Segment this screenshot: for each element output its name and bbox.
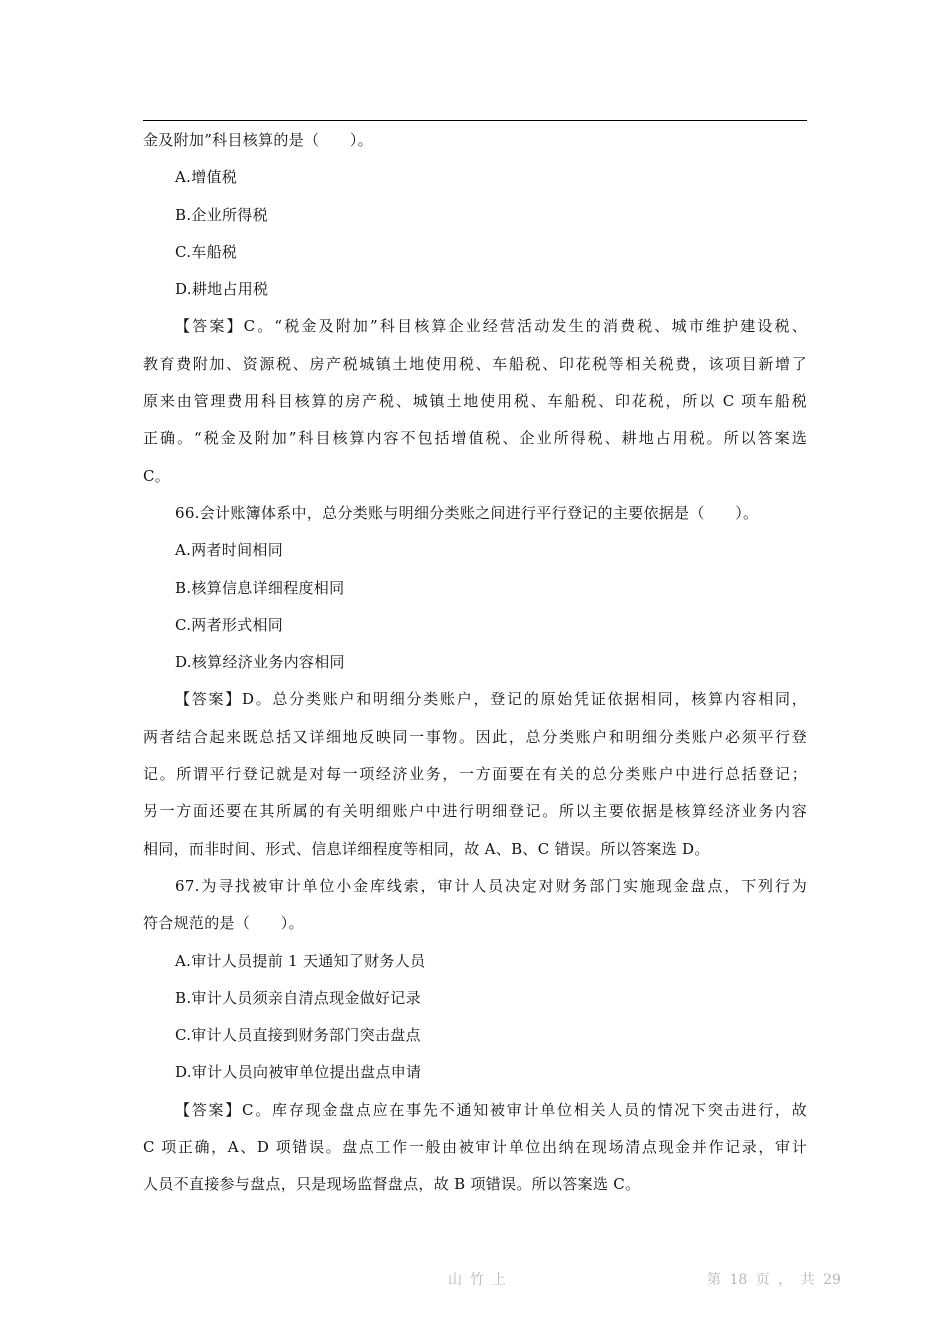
- text-line: B.审计人员须亲自清点现金做好记录: [175, 988, 421, 1007]
- text-line: C.两者形式相同: [175, 615, 284, 634]
- text-line: A.两者时间相同: [175, 541, 284, 560]
- paragraph-line: 另一方面还要在其所属的有关明细账户中进行明细登记。所以主要依据是核算经济业务内容: [143, 802, 807, 821]
- paragraph-line: 人员不直接参与盘点，只是现场监督盘点，故 B 项错误。所以答案选 C。: [143, 1175, 641, 1194]
- text-line: D.审计人员向被审单位提出盘点申请: [175, 1063, 422, 1082]
- text-line: 金及附加”科目核算的是（ ）。: [143, 131, 373, 149]
- paragraph-line: 两者结合起来既总括又详细地反映同一事物。因此，总分类账户和明细分类账户必须平行登: [143, 727, 807, 746]
- paragraph-line: C 项正确，A、D 项错误。盘点工作一般由被审计单位出纳在现场清点现金并作记录，审计: [143, 1138, 807, 1157]
- header-rule: [143, 120, 807, 121]
- paragraph-line: 符合规范的是（ ）。: [143, 914, 304, 933]
- paragraph-line: C。: [143, 466, 171, 485]
- paragraph-first-line: 【答案】C。库存现金盘点应在事先不通知被审计单位相关人员的情况下突击进行，故: [175, 1100, 807, 1119]
- page-number: 第 18 页 ， 共 29: [707, 1272, 841, 1288]
- text-line: B.核算信息详细程度相同: [175, 578, 345, 597]
- paragraph-line: 教育费附加、资源税、房产税城镇土地使用税、车船税、印花税等相关税费，该项目新增了: [143, 354, 807, 373]
- text-line: B.企业所得税: [175, 205, 268, 224]
- paragraph-first-line: 【答案】C。“税金及附加”科目核算企业经营活动发生的消费税、城市维护建设税、: [175, 317, 807, 336]
- paragraph-line: 原来由管理费用科目核算的房产税、城镇土地使用税、车船税、印花税，所以 C 项车船税: [143, 392, 807, 411]
- text-line: C.车船税: [175, 242, 238, 261]
- text-line: A.增值税: [175, 168, 238, 187]
- paragraph-line: 记。所谓平行登记就是对每一项经济业务，一方面要在有关的总分类账户中进行总括登记；: [143, 765, 807, 784]
- text-line: D.耕地占用税: [175, 280, 269, 299]
- text-line: D.核算经济业务内容相同: [175, 653, 345, 672]
- paragraph-line: 正确。“税金及附加”科目核算内容不包括增值税、企业所得税、耕地占用税。所以答案选: [143, 429, 807, 448]
- text-line: 66.会计账簿体系中，总分类账与明细分类账之间进行平行登记的主要依据是（ ）。: [175, 503, 759, 522]
- paragraph-first-line: 67.为寻找被审计单位小金库线索，审计人员决定对财务部门实施现金盘点，下列行为: [175, 876, 807, 895]
- paragraph-first-line: 【答案】D。总分类账户和明细分类账户，登记的原始凭证依据相同，核算内容相同，: [175, 690, 807, 709]
- text-line: A.审计人员提前 1 天通知了财务人员: [175, 951, 426, 970]
- paragraph-line: 相同，而非时间、形式、信息详细程度等相同，故 A、B、C 错误。所以答案选 D。: [143, 839, 710, 858]
- text-line: C.审计人员直接到财务部门突击盘点: [175, 1026, 421, 1045]
- footer-watermark: 山竹上: [448, 1272, 514, 1288]
- document-body: [143, 122, 807, 1204]
